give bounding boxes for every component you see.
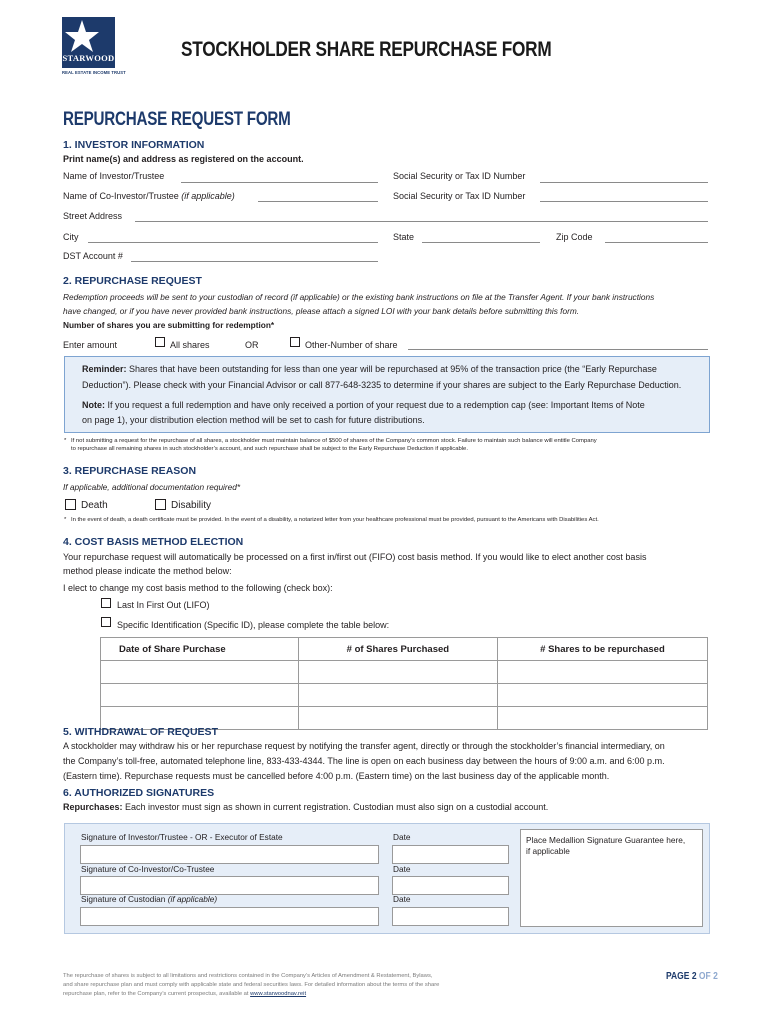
shares-footnote: If not submitting a request for the repurchase of all shares, a stockholder must maintain balance of $500 of shares of the Company’s common stock. Failure to maintain such balance will entitle Company to repurchase all remaining shares in such stockholder’s account, and such repurchase shall be subject to the Early Repurchase Deduction if applicable. xyxy=(71,438,597,453)
table-cell[interactable] xyxy=(298,707,497,730)
cost-basis-table xyxy=(100,637,708,730)
date1-label: Date xyxy=(393,832,411,842)
table-cell[interactable] xyxy=(497,707,707,730)
col-shares-repurchased: # Shares to be repurchased xyxy=(497,638,707,661)
city-label: City xyxy=(63,232,79,242)
zip-field[interactable] xyxy=(605,242,708,243)
logo-wordmark: STARWOOD xyxy=(62,53,115,63)
sig1-field[interactable] xyxy=(80,845,379,864)
sig2-field[interactable] xyxy=(80,876,379,895)
all-shares-checkbox[interactable] xyxy=(155,337,165,347)
investor-name-field[interactable] xyxy=(181,182,378,183)
sig2-label: Signature of Co-Investor/Co-Trustee xyxy=(81,864,215,874)
date1-field[interactable] xyxy=(392,845,509,864)
page-title: STOCKHOLDER SHARE REPURCHASE FORM xyxy=(181,38,552,61)
starwood-logo xyxy=(62,17,115,68)
table-cell[interactable] xyxy=(101,661,299,684)
zip-label: Zip Code xyxy=(556,232,593,242)
table-cell[interactable] xyxy=(497,684,707,707)
or-label: OR xyxy=(245,340,259,350)
section-1-heading: 1. INVESTOR INFORMATION xyxy=(63,139,205,151)
ssn-field-2[interactable] xyxy=(540,201,708,202)
ssn-field-1[interactable] xyxy=(540,182,708,183)
table-header-row xyxy=(101,638,708,661)
other-shares-checkbox[interactable] xyxy=(290,337,300,347)
withdrawal-line1: A stockholder may withdraw his or her repurchase request by notifying the transfer agent, directly or through the stockholder’s financial intermediary, on xyxy=(63,741,665,751)
table-cell[interactable] xyxy=(298,661,497,684)
death-label: Death xyxy=(81,500,108,511)
col-date-purchase: Date of Share Purchase xyxy=(101,638,299,661)
reason-note: If applicable, additional documentation required* xyxy=(63,482,241,492)
table-row xyxy=(101,661,708,684)
section-2-heading: 2. REPURCHASE REQUEST xyxy=(63,275,202,287)
shares-label: Number of shares you are submitting for redemption* xyxy=(63,320,275,330)
specific-id-label: Specific Identification (Specific ID), please complete the table below: xyxy=(117,620,390,630)
date2-label: Date xyxy=(393,864,411,874)
disability-label: Disability xyxy=(171,500,212,511)
note-line2: on page 1), your distribution election method will be set to cash for future distributions. xyxy=(82,415,425,425)
section-1-instruction: Print name(s) and address as registered on the account. xyxy=(63,154,304,164)
section-6-heading: 6. AUTHORIZED SIGNATURES xyxy=(63,787,215,799)
elect-label: I elect to change my cost basis method to the following (check box): xyxy=(63,583,333,593)
footnote-star-2: * xyxy=(64,438,67,444)
repurchases-note: Repurchases: Each investor must sign as shown in current registration. Custodian must also sign on a custodial account. xyxy=(63,802,549,812)
prospectus-link[interactable]: www.starwoodnav.reit xyxy=(250,991,307,997)
footnote-star-3: * xyxy=(64,517,67,523)
death-checkbox[interactable] xyxy=(65,499,76,510)
lifo-label: Last In First Out (LIFO) xyxy=(117,600,210,610)
disability-checkbox[interactable] xyxy=(155,499,166,510)
state-field[interactable] xyxy=(422,242,540,243)
reason-footnote: In the event of death, a death certificate must be provided. In the event of a disability, a notarized letter from your healthcare professional must be provided, pursuant to the Americans with Disabilities Act. xyxy=(71,517,599,523)
specific-id-checkbox[interactable] xyxy=(101,617,111,627)
table-cell[interactable] xyxy=(101,684,299,707)
street-label: Street Address xyxy=(63,211,123,221)
co-investor-label: Name of Co-Investor/Trustee (if applicable) xyxy=(63,191,235,201)
co-investor-field[interactable] xyxy=(258,201,378,202)
other-shares-field[interactable] xyxy=(408,349,708,350)
page-number: PAGE 2 OF 2 xyxy=(666,971,718,982)
dst-field[interactable] xyxy=(131,261,378,262)
medallion-label: Place Medallion Signature Guarantee here, if applicable xyxy=(526,835,686,856)
reminder-line2: Deduction”). Please check with your Financial Advisor or call 877-648-3235 to determine if your shares are subject to the Early Repurchase Deduction. xyxy=(82,380,682,390)
dst-label: DST Account # xyxy=(63,251,123,261)
ssn-label-2: Social Security or Tax ID Number xyxy=(393,191,526,201)
table-cell[interactable] xyxy=(497,661,707,684)
reminder-line1: Reminder: Shares that have been outstanding for less than one year will be repurchased at 95% of the transaction price (the “Early Repurchase xyxy=(82,364,657,374)
redemption-note-line1: Redemption proceeds will be sent to your custodian of record (if applicable) or the existing bank instructions on file at the Transfer Agent. If your bank instructions xyxy=(63,292,655,302)
col-shares-purchased: # of Shares Purchased xyxy=(298,638,497,661)
all-shares-label: All shares xyxy=(170,340,210,350)
investor-name-label: Name of Investor/Trustee xyxy=(63,171,165,181)
date3-label: Date xyxy=(393,894,411,904)
form-title: REPURCHASE REQUEST FORM xyxy=(63,109,291,130)
date3-field[interactable] xyxy=(392,907,509,926)
date2-field[interactable] xyxy=(392,876,509,895)
section-5-heading: 5. WITHDRAWAL OF REQUEST xyxy=(63,726,218,738)
enter-amount-label: Enter amount xyxy=(63,340,118,350)
redemption-note-line2: have changed, or if you have never provided bank instructions, please attach a signed LOI with your bank details before submitting this form. xyxy=(63,306,580,316)
section-4-heading: 4. COST BASIS METHOD ELECTION xyxy=(63,536,244,548)
fifo-line1: Your repurchase request will automatically be processed on a first in/first out (FIFO) cost basis method. If you would like to elect another cost basis xyxy=(63,552,647,562)
withdrawal-line3: (Eastern time). Repurchase requests must be cancelled before 4:00 p.m. (Eastern time) on the last business day of the applicable month. xyxy=(63,771,610,781)
ssn-label-1: Social Security or Tax ID Number xyxy=(393,171,526,181)
other-shares-label: Other-Number of share xyxy=(305,340,398,350)
table-cell[interactable] xyxy=(298,684,497,707)
sig3-field[interactable] xyxy=(80,907,379,926)
note-line1: Note: If you request a full redemption and have only received a portion of your request due to a redemption cap (see: Important Items of Note xyxy=(82,400,645,410)
table-row xyxy=(101,684,708,707)
sig3-label: Signature of Custodian (if applicable) xyxy=(81,894,218,904)
state-label: State xyxy=(393,232,415,242)
fifo-line2: method please indicate the method below: xyxy=(63,566,232,576)
logo-tagline: REAL ESTATE INCOME TRUST xyxy=(62,70,126,75)
sig1-label: Signature of Investor/Trustee - OR - Executor of Estate xyxy=(81,832,283,842)
city-field[interactable] xyxy=(88,242,378,243)
section-3-heading: 3. REPURCHASE REASON xyxy=(63,465,197,477)
footer-note: The repurchase of shares is subject to all limitations and restrictions contained in the Company’s Articles of Amendment & Restatement, Bylaws, and share repurchase plan and must comply with applicable state and federal securities laws. For detailed information about the terms of the share repurchase plan, refer to the Company’s current prospectus, available at www.starwoodnav.reit xyxy=(63,973,440,997)
lifo-checkbox[interactable] xyxy=(101,598,111,608)
withdrawal-line2: the Company’s toll-free, automated telephone line, 833-433-4344. The line is open on each business day between the hours of 9:00 a.m. and 6:00 p.m. xyxy=(63,756,665,766)
street-field[interactable] xyxy=(135,221,708,222)
